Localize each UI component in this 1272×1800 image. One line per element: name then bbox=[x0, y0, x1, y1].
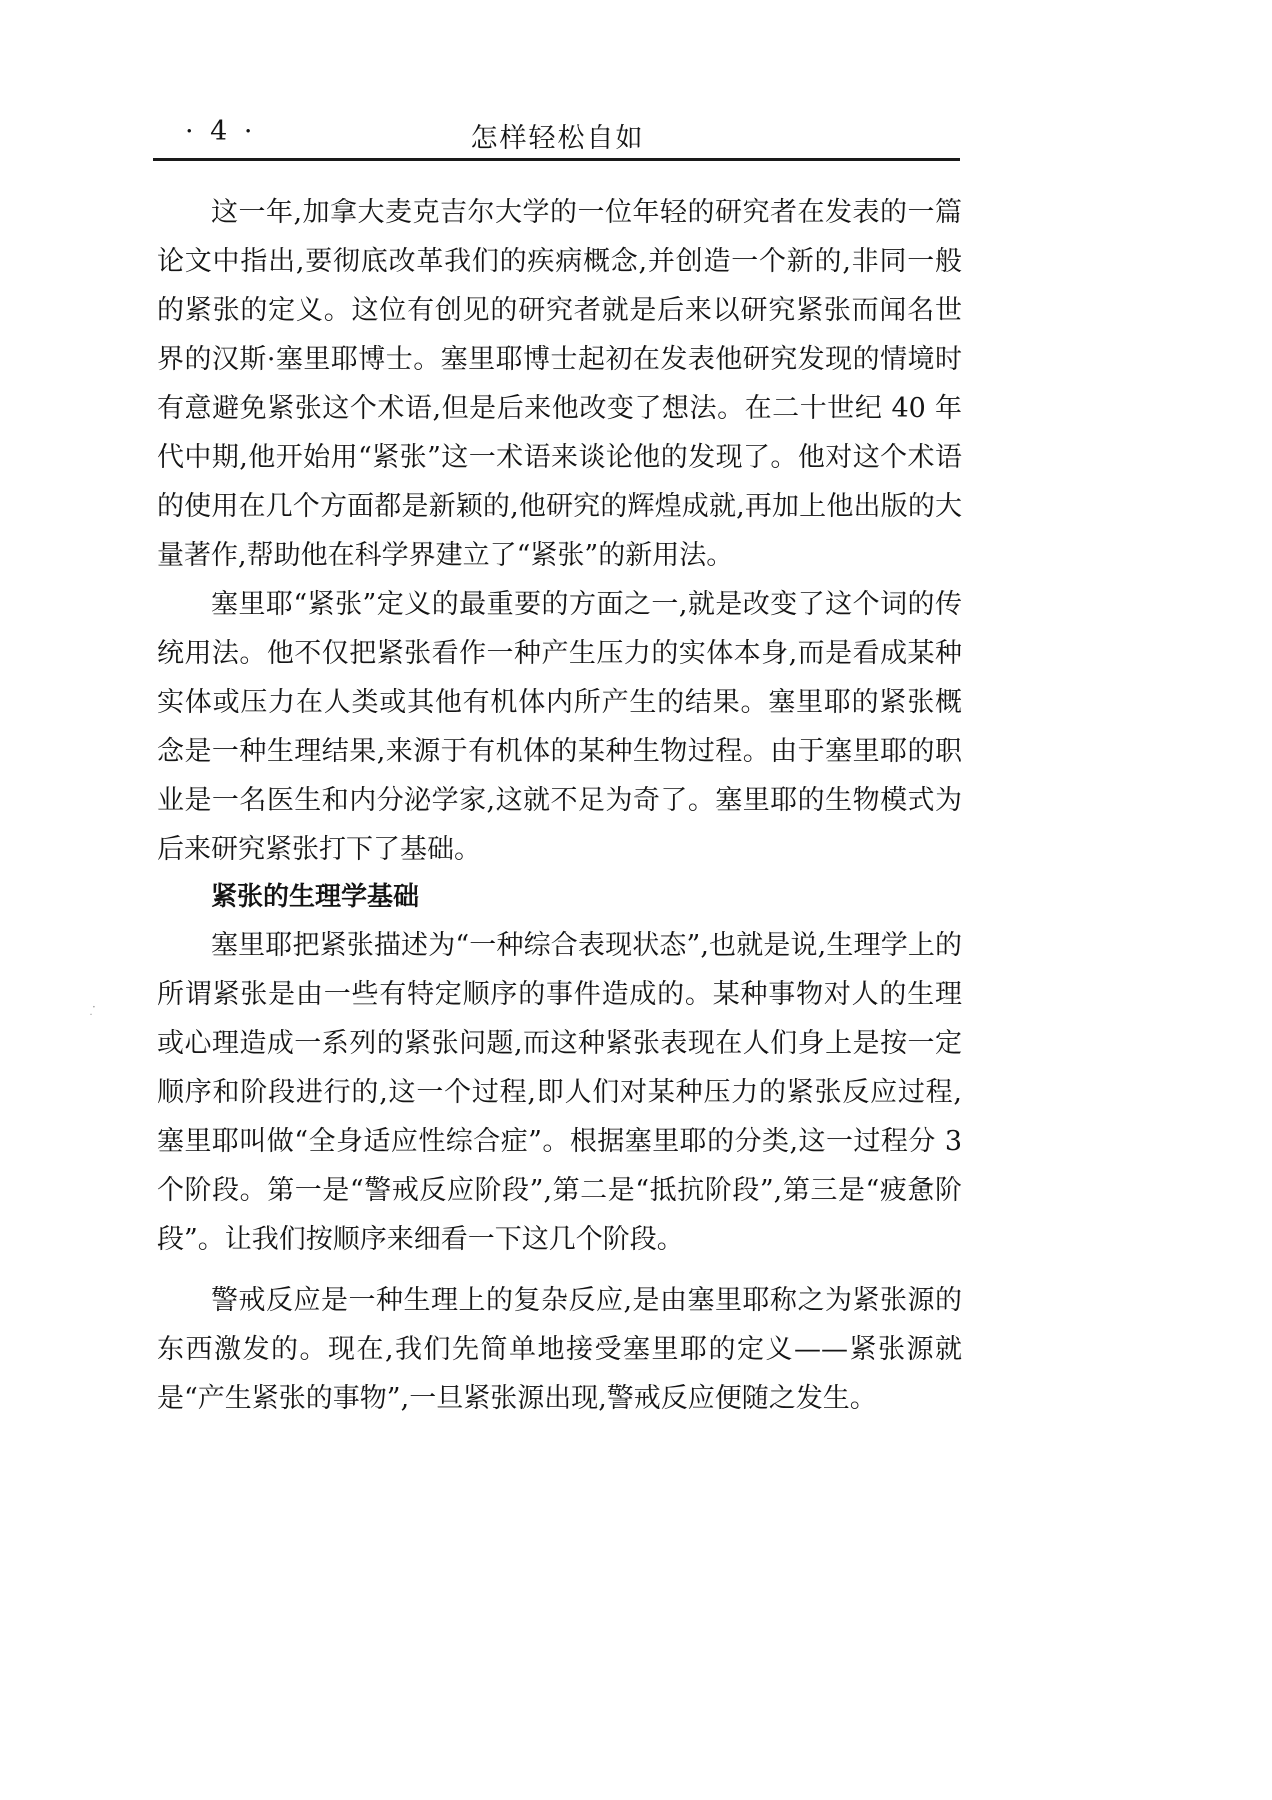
page-number: · 4 · bbox=[185, 116, 257, 147]
body-paragraph: 塞里耶把紧张描述为“一种综合表现状态”,也就是说,生理学上的所谓紧张是由一些有特定顺序的事件造成的。某种事物对人的生理或心理造成一系列的紧张问题,而这种紧张表现在人们身上是按一定顺序和阶段进行的,这一个过程,即人们对某种压力的紧张反应过程,塞里耶叫做“全身适应性综合症”。根据塞里耶的分类,这一过程分 3 个阶段。第一是“警戒反应阶段”,第二是“抵抗阶段”,第三是“疲惫阶段”。让我们按顺序来细看一下这几个阶段。 bbox=[157, 930, 962, 1255]
body-paragraph: 塞里耶“紧张”定义的最重要的方面之一,就是改变了这个词的传统用法。他不仅把紧张看作一种产生压力的实体本身,而是看成某种实体或压力在人类或其他有机体内所产生的结果。塞里耶的紧张概念是一种生理结果,来源于有机体的某种生物过程。由于塞里耶的职业是一名医生和内分泌学家,这就不足为奇了。塞里耶的生物模式为后来研究紧张打下了基础。 bbox=[157, 589, 962, 865]
page-body bbox=[157, 188, 962, 1423]
page-header bbox=[155, 112, 960, 152]
scan-speck: · bbox=[92, 1000, 96, 1014]
body-paragraph: 警戒反应是一种生理上的复杂反应,是由塞里耶称之为紧张源的东西激发的。现在,我们先简单地接受塞里耶的定义——紧张源就是“产生紧张的事物”,一旦紧张源出现,警戒反应便随之发生。 bbox=[157, 1285, 962, 1414]
body-paragraph: 这一年,加拿大麦克吉尔大学的一位年轻的研究者在发表的一篇论文中指出,要彻底改革我们的疾病概念,并创造一个新的,非同一般的紧张的定义。这位有创见的研究者就是后来以研究紧张而闻名世界的汉斯·塞里耶博士。塞里耶博士起初在发表他研究发现的情境时有意避免紧张这个术语,但是后来他改变了想法。在二十世纪 40 年代中期,他开始用“紧张”这一术语来谈论他的发现了。他对这个术语的使用在几个方面都是新颖的,他研究的辉煌成就,再加上他出版的大量著作,帮助他在科学界建立了“紧张”的新用法。 bbox=[157, 197, 962, 571]
section-heading: 紧张的生理学基础 bbox=[211, 882, 420, 912]
header-rule bbox=[153, 158, 960, 161]
running-title: 怎样轻松自如 bbox=[470, 123, 645, 154]
scan-speck: ˙ bbox=[88, 1012, 94, 1026]
